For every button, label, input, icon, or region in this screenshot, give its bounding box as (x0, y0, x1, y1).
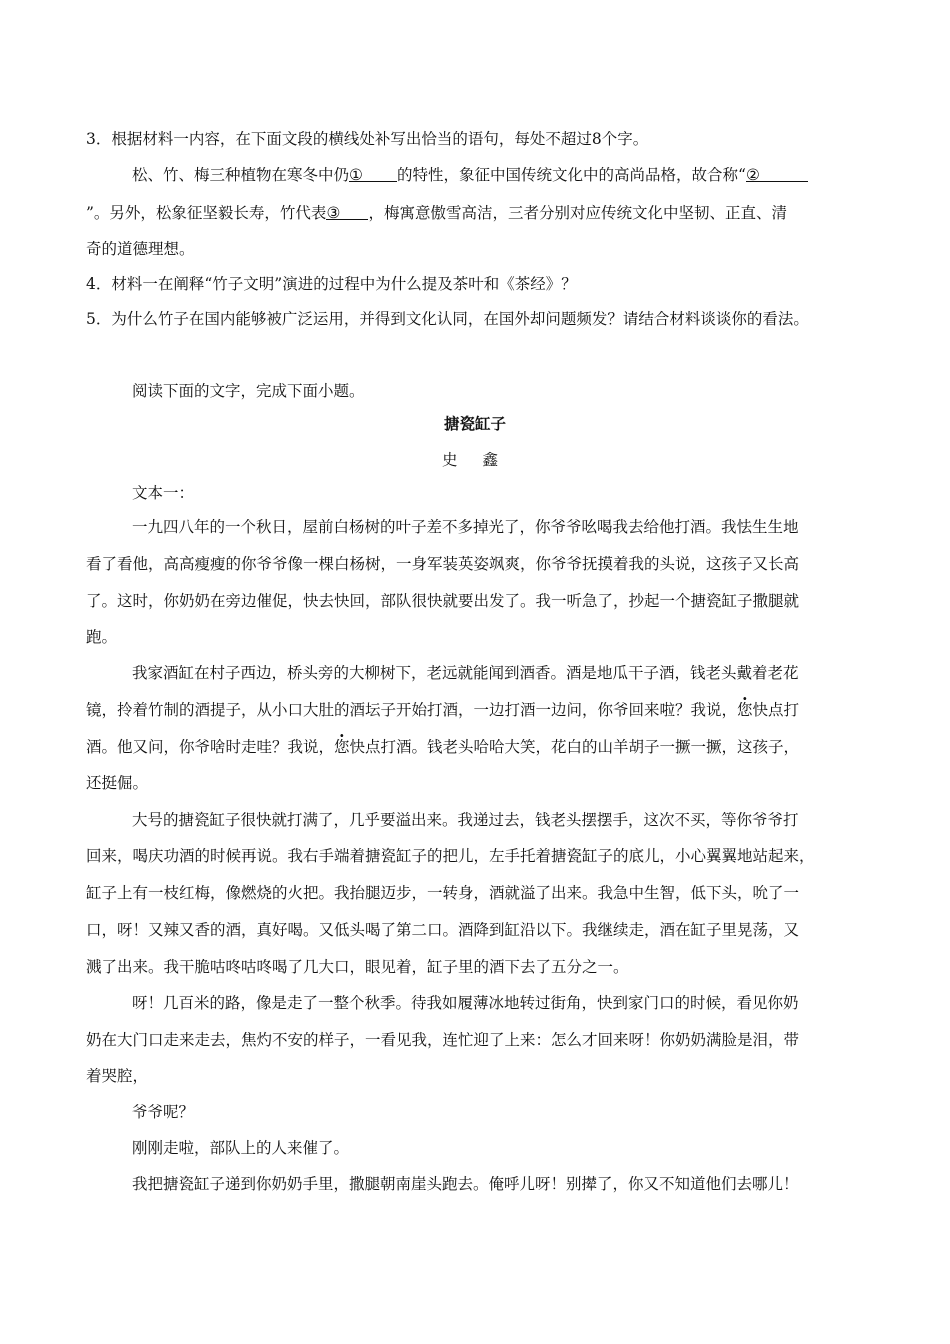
emphasized-char: 您 (334, 738, 350, 756)
dialogue-line: 刚刚走啦，部队上的人来催了。 (132, 1139, 350, 1157)
paragraph-text: 镜，拎着竹制的酒提子，从小口大肚的酒坛子开始打酒，一边打酒一边问，你爷回来啦？我说， (86, 701, 738, 719)
blank-marker: ② (745, 166, 760, 184)
paragraph-2-line: 我家酒缸在村子西边，桥头旁的大柳树下，老远就能闻到酒香。酒是地瓜干子酒，钱老头戴着老花 (132, 664, 799, 682)
paragraph-3-line: 溅了出来。我干脆咕咚咕咚喝了几大口，眼见着，缸子里的酒下去了五分之一。 (86, 958, 629, 976)
fill-text: ，梅寓意傲雪高洁，三者分别对应传统文化中坚韧、正直、清 (368, 204, 787, 222)
paragraph-3-line: 缸子上有一枝红梅，像燃烧的火把。我抬腿迈步，一转身，酒就溢了出来。我急中生智，低下头，吮了一 (86, 884, 800, 902)
article-title: 搪瓷缸子 (443, 414, 506, 433)
dialogue-line: 爷爷呢？ (132, 1103, 195, 1121)
blank-marker: ① (349, 166, 363, 184)
fill-text: 松、竹、梅三种植物在寒冬中仍 (132, 166, 350, 184)
paragraph-1-line: 跑。 (86, 628, 118, 646)
paragraph-1-line: 了。这时，你奶奶在旁边催促，快去快回，部队很快就要出发了。我一听急了，抄起一个搪瓷缸子撒腿就 (86, 592, 800, 610)
question-4 (86, 274, 577, 294)
question-number: 5． (86, 310, 112, 328)
question-5 (86, 309, 809, 329)
paragraph-1-line: 看了看他，高高瘦瘦的你爷爷像一棵白杨树，一身军装英姿飒爽，你爷爷抚摸着我的头说，这孩子又长高 (86, 555, 800, 573)
paragraph-text: 酒。他又问，你爷啥时走哇？我说， (86, 738, 335, 756)
paragraph-text: 快点打酒。钱老头哈哈大笑，花白的山羊胡子一撅一撅，这孩子， (349, 738, 800, 756)
paragraph-3-line: 口，呀！又辣又香的酒，真好喝。又低头喝了第二口。酒降到缸沿以下。我继续走，酒在缸子里晃荡，又 (86, 921, 800, 939)
question-number: 3． (86, 130, 112, 148)
emphasized-char: 您 (737, 701, 753, 719)
blank-3[interactable] (326, 203, 368, 220)
article-author: 史 鑫 (442, 451, 508, 469)
paragraph-line: 我把搪瓷缸子递到你奶奶手里，撒腿朝南崖头跑去。俺呼儿呀！别撵了，你又不知道他们去哪儿！ (132, 1175, 799, 1193)
paragraph-4-line: 奶在大门口走来走去，焦灼不安的样子，一看见我，连忙迎了上来：怎么才回来呀！你奶奶满脸是泪，带 (86, 1031, 800, 1049)
paragraph-3-line: 大号的搪瓷缸子很快就打满了，几乎要溢出来。我递过去，钱老头摆摆手，这次不买，等你爷爷打 (132, 811, 799, 829)
paragraph-1-line: 一九四八年的一个秋日，屋前白杨树的叶子差不多掉光了，你爷爷吆喝我去给他打酒。我怯生生地 (132, 518, 799, 536)
paragraph-3-line: 回来，喝庆功酒的时候再说。我右手端着搪瓷缸子的把儿，左手托着搪瓷缸子的底儿，小心翼翼地站起来， (86, 847, 815, 865)
question-3 (86, 129, 648, 149)
paragraph-2-line: 还挺倔。 (86, 774, 149, 792)
blank-2[interactable] (746, 165, 808, 182)
fill-blank-line-1 (132, 165, 808, 185)
fill-text: 的特性，象征中国传统文化中的高尚品格，故合称“ (397, 166, 746, 184)
question-number: 4． (86, 275, 112, 293)
paragraph-4-line: 着哭腔， (86, 1067, 149, 1085)
blank-marker: ③ (326, 204, 341, 222)
paragraph-text: 快点打 (752, 701, 800, 719)
question-text: 材料一在阐释“竹子文明”演进的过程中为什么提及茶叶和《茶经》？ (111, 275, 577, 293)
question-text: 根据材料一内容，在下面文段的横线处补写出恰当的语句，每处不超过8个字。 (111, 130, 649, 148)
question-text: 为什么竹子在国内能够被广泛运用，并得到文化认同，在国外却问题频发？请结合材料谈谈你的看法。 (111, 310, 809, 328)
section-label: 文本一： (132, 484, 195, 502)
paragraph-2-line (86, 700, 799, 720)
blank-1[interactable] (349, 165, 397, 182)
fill-text: ”。另外，松象征坚毅长寿，竹代表 (86, 204, 327, 222)
fill-blank-line-2 (86, 203, 787, 223)
reading-instruction: 阅读下面的文字，完成下面小题。 (132, 382, 365, 400)
fill-blank-line-3: 奇的道德理想。 (86, 240, 195, 258)
paragraph-2-line (86, 737, 799, 757)
paragraph-4-line: 呀！几百米的路，像是走了一整个秋季。待我如履薄冰地转过街角，快到家门口的时候，看见你奶 (132, 994, 799, 1012)
